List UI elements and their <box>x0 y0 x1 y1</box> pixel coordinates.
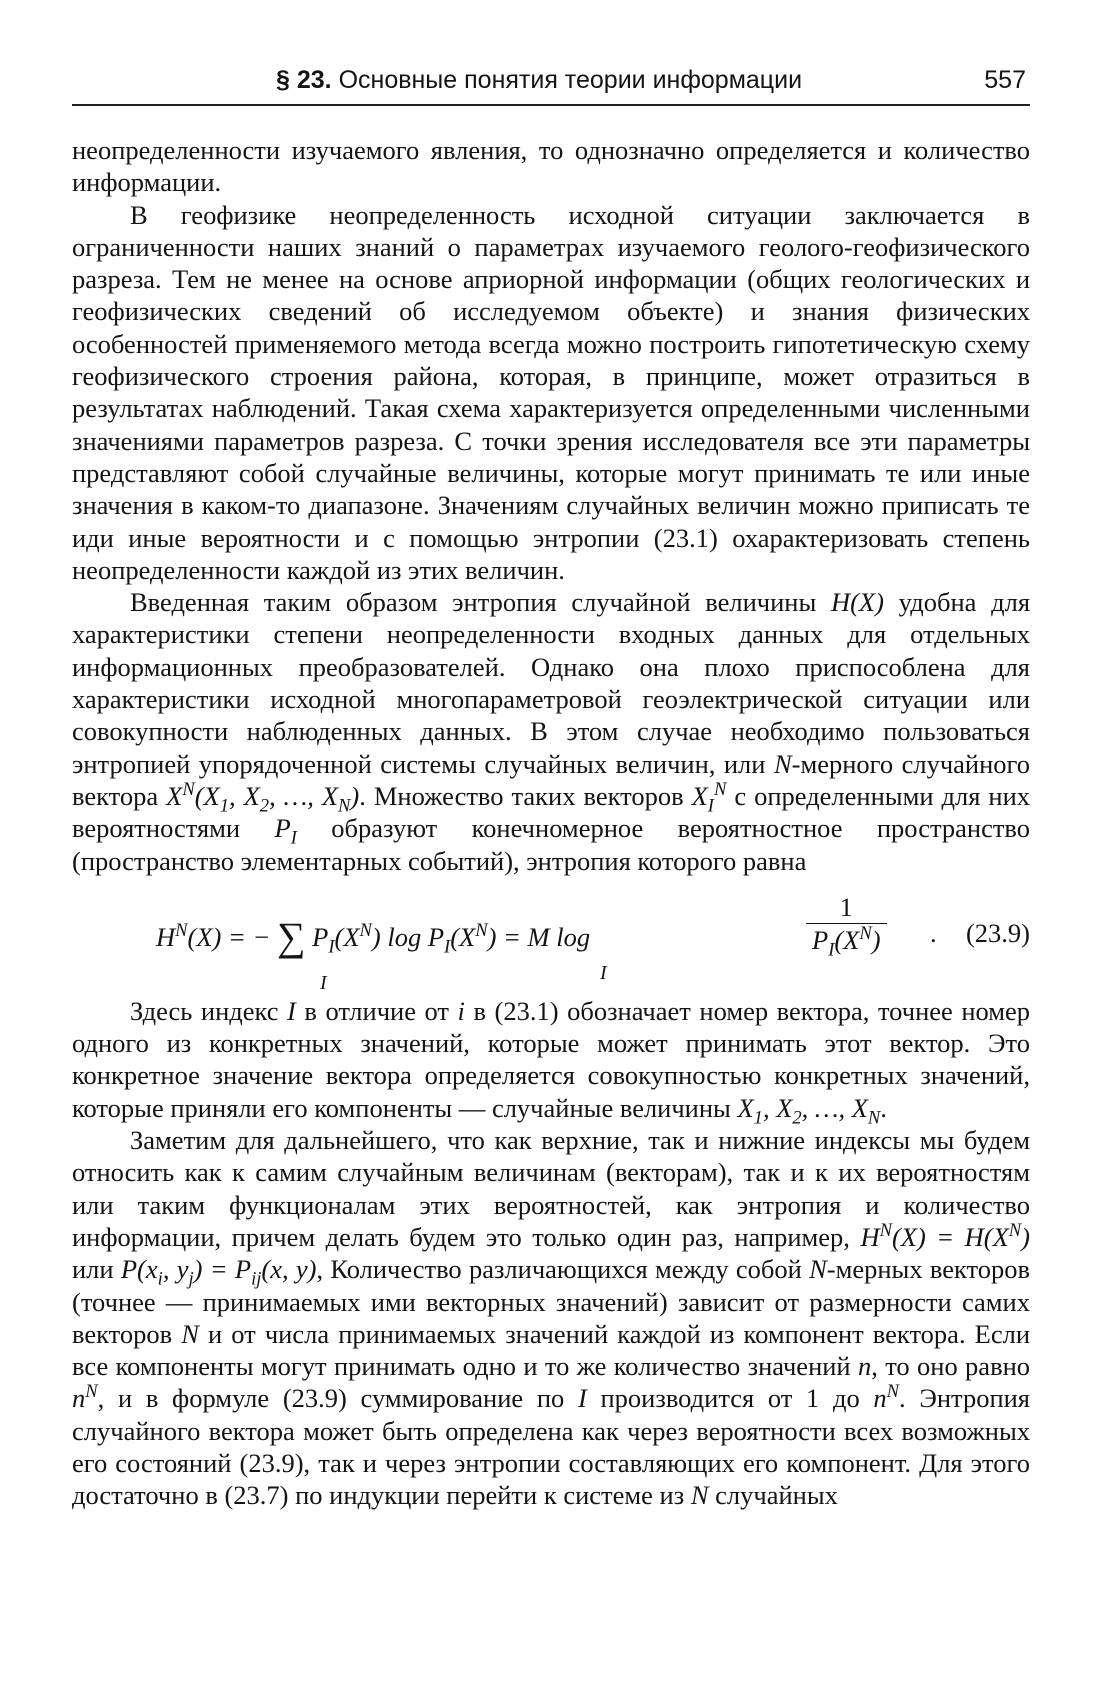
math-vector: $X^N(X_1$, $X_2$, …, $X_N$) <box>166 779 360 817</box>
math-pi: $P_I$ <box>274 813 297 849</box>
running-header <box>72 64 1030 106</box>
page-number: 557 <box>984 66 1026 94</box>
header-title <box>276 66 802 95</box>
math-n: N <box>773 748 792 779</box>
math-hx: H(X) <box>830 587 884 618</box>
paragraph-3: Введенная таким образом энтропия случайной величины H(X) удобна для характеристики степени неопределенности входных данных для отдельных информационных преобразователей. Однако она плохо приспособлена для характеристики исходной многопараметровой геоэлектрической ситуации или совокупности наблюденных данных. В этом случае необходимо пользоваться энтропией упорядоченной системы случайных величин, или N-мерного случайного вектора $X^N(X_1$, $X_2$, …, $X_N$). Множество таких векторов $X_I^N$ с определенными для них вероятностями $P_I$ образуют конечномерное вероятностное пространство (пространство элементарных событий), энтропия которого равна <box>72 587 1031 876</box>
section-title: Основные понятия теории информации <box>338 66 803 94</box>
paragraph-5: Заметим для дальнейшего, что как верхние, так и нижние индексы мы будем относить как к самим случайным величинам (векторам), так и к их вероятностям или таким функционалам этих вероятностей, как энтропия и количество информации, причем делать будем это только один раз, например, $H^N(X) = H(X^N)$ или $P(x_i$, $y_j) = P_{ij}(x$, y), Количество различающихся между собой N-мерных векторов (точнее — принимаемых ими векторных значений) зависит от размерности самих векторов N и от числа принимаемых значений каждой из компонент вектора. Если все компоненты могут принимать одно и то же количество значений n, то оно равно $n^N$, и в формуле (23.9) суммирование по I производится от 1 до $n^N$. Энтропия случайного вектора может быть определена как через вероятности всех возможных его состояний (23.9), так и через энтропии составляющих его компонент. Для этого достаточно в (23.7) по индукции перейти к системе из N случайных <box>72 1125 1031 1511</box>
page-body <box>72 134 1030 1512</box>
equation-23-9: $H^N(X)$ = − ∑ $P_I(X^N)$ $\log P_I(X^N) = M$ log I I $\frac{1}{P_I(X^N)}$ . (23.9) <box>156 891 1030 994</box>
math-xi: $X_I^N$ <box>691 779 727 817</box>
equation-number: (23.9) <box>965 917 1030 948</box>
paragraph-2: В геофизике неопределенность исходной ситуации заключается в ограниченности наших знаний о параметрах изучаемого геолого-геофизического разреза. Тем не менее на основе априорной информации (общих геологических и геофизических сведений об исследуемом объекте) и знания физических особенностей применяемого метода всегда можно построить гипотетическую схему геофизического строения района, которая, в принципе, может отразиться в результатах наблюдений. Такая схема характеризуется определенными численными значениями параметров разреза. С точки зрения исследователя все эти параметры представляют собой случайные величины, которые могут принимать те или иные значения в каком-то диапазоне. Значениям случайных величин можно приписать те иди иные вероятности и с помощью энтропии (23.1) охарактеризовать степень неопределенности каждой из этих величин. <box>72 199 1030 585</box>
paragraph-1: неопределенности изучаемого явления, то однозначно определяется и количество информации. <box>72 135 1030 198</box>
paragraph-4: Здесь индекс I в отличие от i в (23.1) обозначает номер вектора, точнее номер одного из конкретных значений, которые может принимать этот вектор. Это конкретное значение вектора определяется совокупностью конкретных значений, которые приняли его компоненты — случайные величины $X_1$, $X_2$, …, $X_N$. <box>72 995 1031 1129</box>
section-mark: § 23. <box>276 66 332 94</box>
